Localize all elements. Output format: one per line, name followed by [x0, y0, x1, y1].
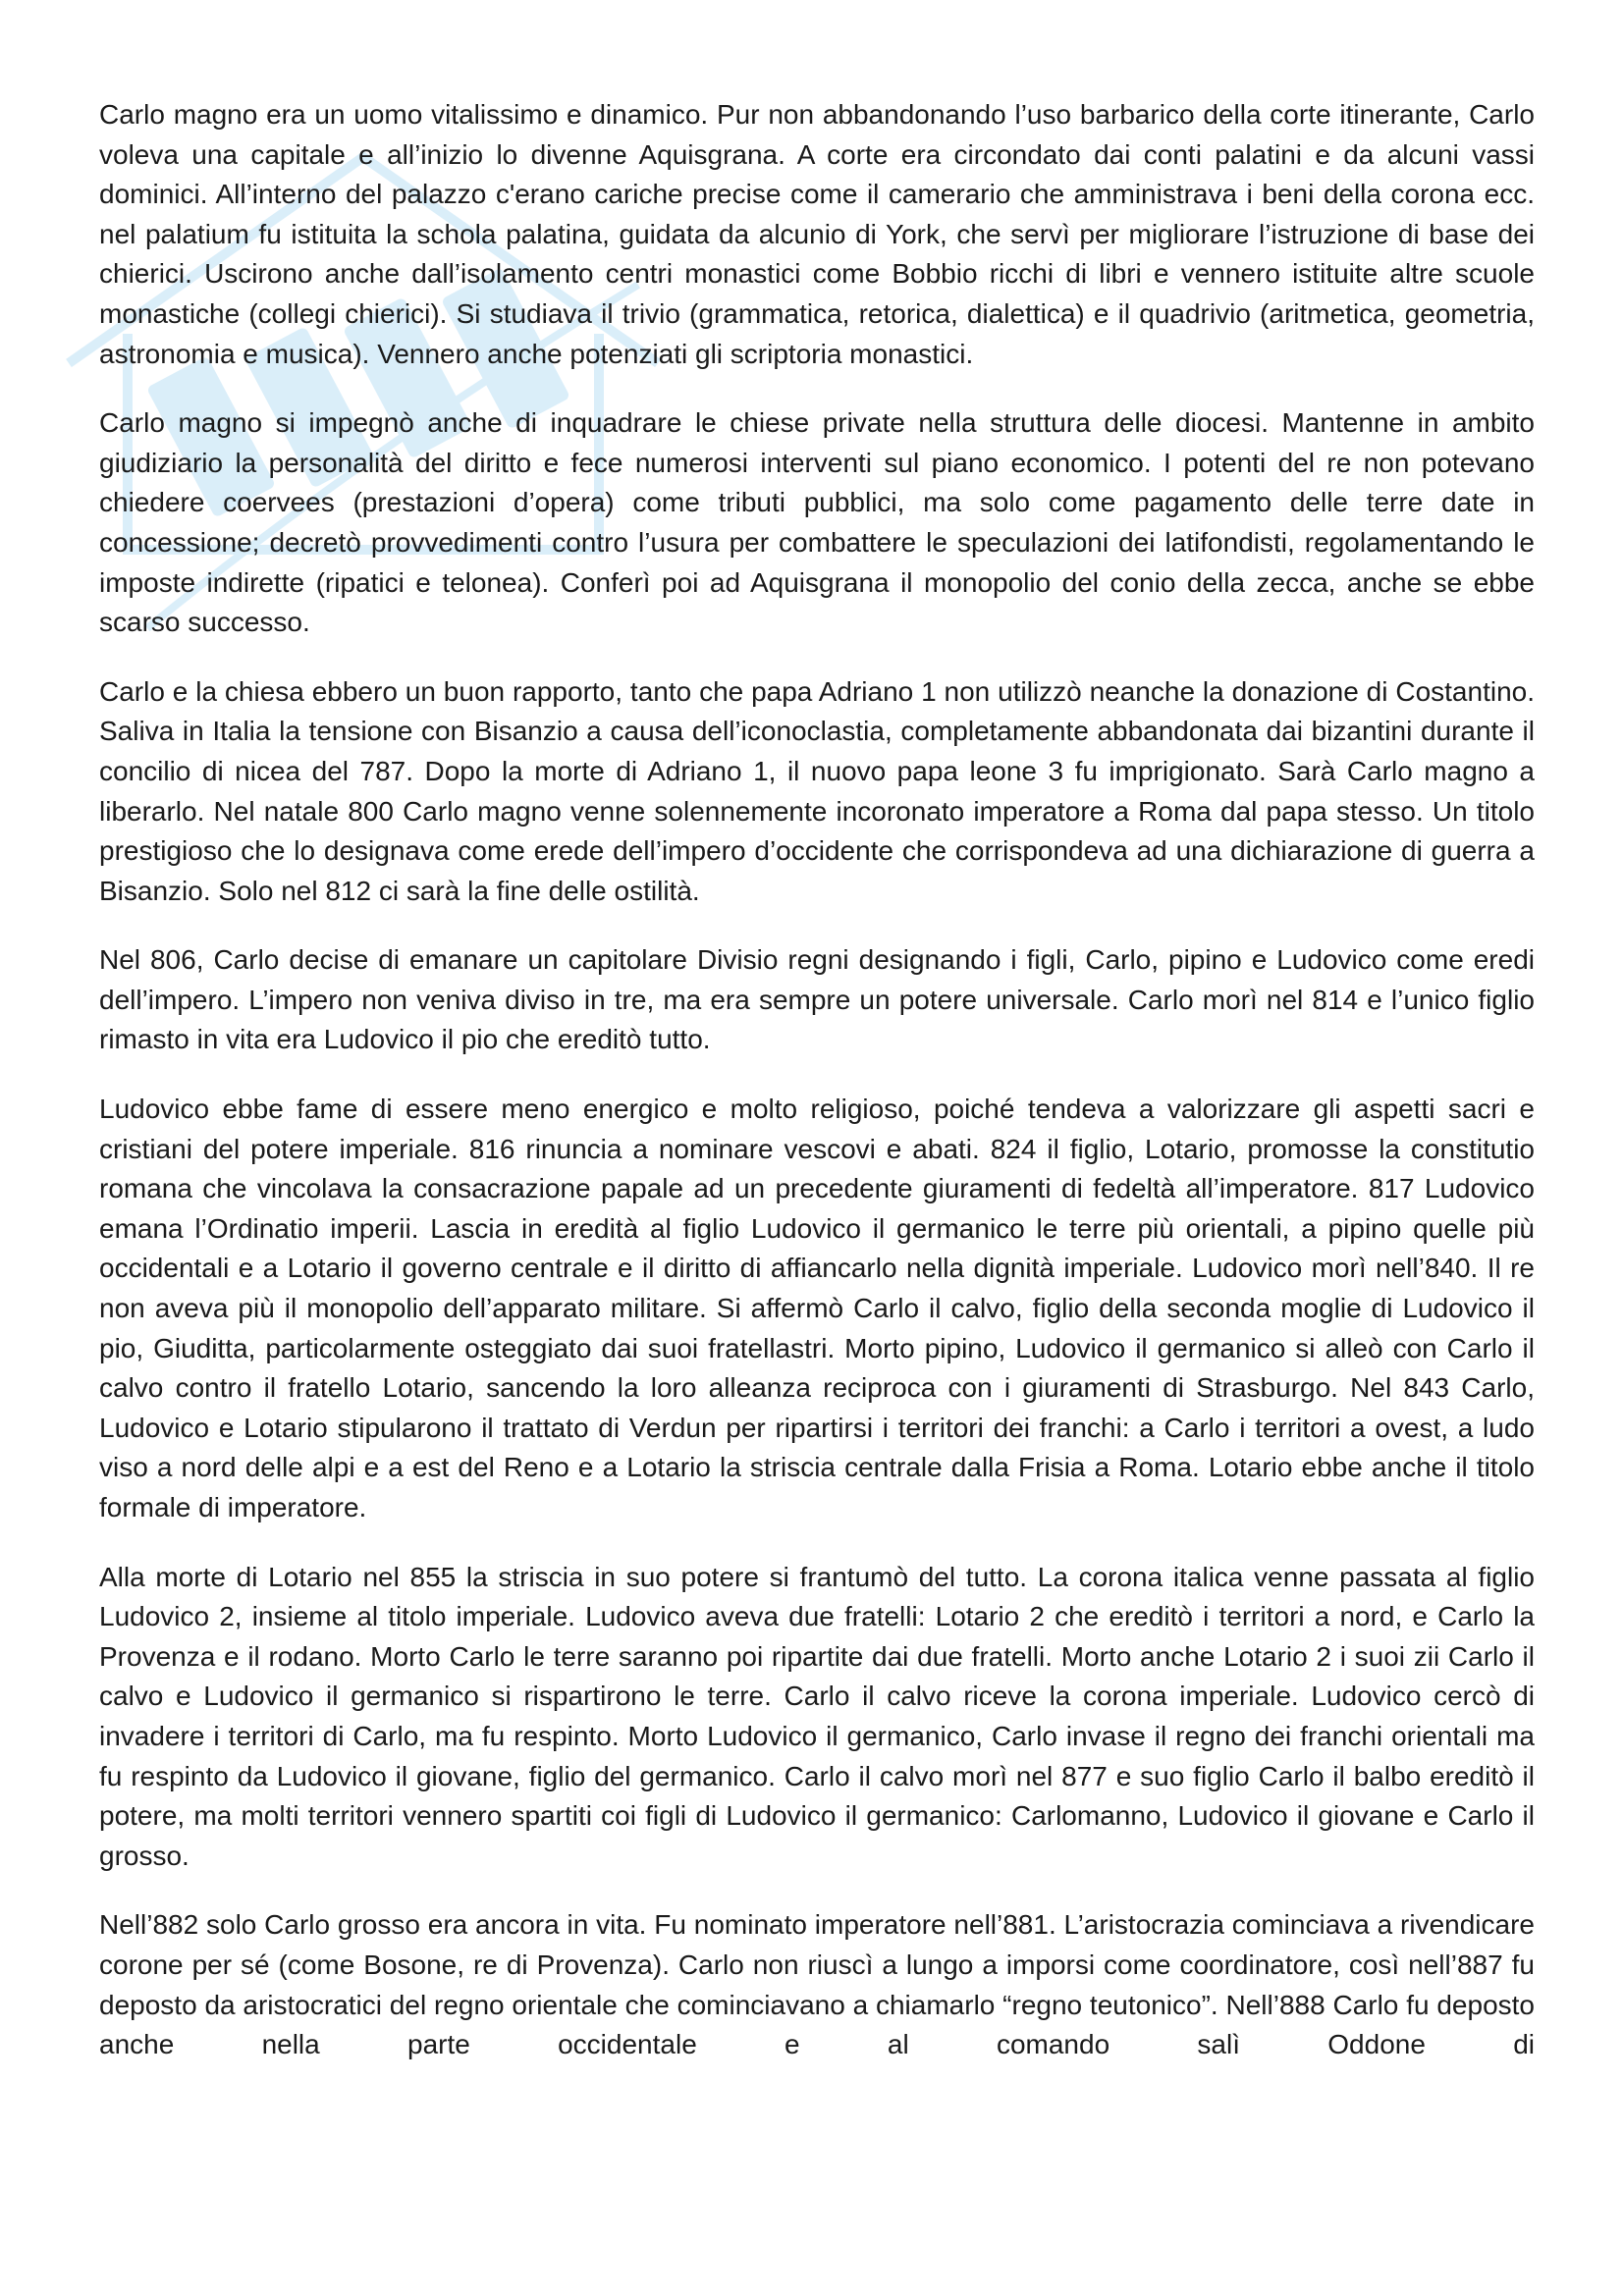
- paragraph-3: Carlo e la chiesa ebbero un buon rapporto, tanto che papa Adriano 1 non utilizzò neanche la donazione di Costantino. Saliva in Italia la tensione con Bisanzio a causa dell’iconoclastia, completamente abbandonata dai bizantini durante il concilio di nicea del 787. Dopo la morte di Adriano 1, il nuovo papa leone 3 fu imprigionato. Sarà Carlo magno a liberarlo. Nel natale 800 Carlo magno venne solennemente incoronato imperatore a Roma dal papa stesso. Un titolo prestigioso che lo designava come erede dell’impero d’occidente che corrispondeva ad una dichiarazione di guerra a Bisanzio. Solo nel 812 ci sarà la fine delle ostilità.: [99, 675, 1535, 906]
- paragraph-6: Alla morte di Lotario nel 855 la striscia in suo potere si frantumò del tutto. La corona italica venne passata al figlio Ludovico 2, insieme al titolo imperiale. Ludovico aveva due fratelli: Lotario 2 che ereditò i territori a nord, e Carlo la Provenza e il rodano. Morto Carlo le terre saranno poi ripartite dai due fratelli. Morto anche Lotario 2 i suoi zii Carlo il calvo e Ludovico il germanico si rispartirono le terre. Carlo il calvo riceve la corona imperiale. Ludovico cercò di invadere i territori di Carlo, ma fu respinto. Morto Ludovico il germanico, Carlo invase il regno dei franchi orientali ma fu respinto da Ludovico il giovane, figlio del germanico. Carlo il calvo morì nel 877 e suo figlio Carlo il balbo ereditò il potere, ma molti territori vennero spartiti coi figli di Ludovico il germanico: Carlomanno, Ludovico il giovane e Carlo il grosso.: [99, 1561, 1535, 1871]
- paragraph-4: Nel 806, Carlo decise di emanare un capitolare Divisio regni designando i figli, Carlo, pipino e Ludovico come eredi dell’impero. L’impero non veniva diviso in tre, ma era sempre un potere universale. Carlo morì nel 814 e l’unico figlio rimasto in vita era Ludovico il pio che ereditò tutto.: [99, 944, 1535, 1055]
- paragraph-5: Ludovico ebbe fame di essere meno energico e molto religioso, poiché tendeva a valorizzare gli aspetti sacri e cristiani del potere imperiale. 816 rinuncia a nominare vescovi e abati. 824 il figlio, Lotario, promosse la constitutio romana che vincolava la consacrazione papale ad un precedente giuramenti di fedeltà all’imperatore. 817 Ludovico emana l’Ordinatio imperii. Lascia in eredità al figlio Ludovico il germanico le terre più orientali, a pipino quelle più occidentali e a Lotario il governo centrale e il diritto di affiancarlo nella dignità imperiale. Ludovico morì nell’840. Il re non aveva più il monopolio dell’apparato militare. Si affermò Carlo il calvo, figlio della seconda moglie di Ludovico il pio, Giuditta, particolarmente osteggiato dai suoi fratellastri. Morto pipino, Ludovico il germanico si alleò con Carlo il calvo contro il fratello Lotario, sancendo la loro alleanza reciproca con i giuramenti di Strasburgo. Nel 843 Carlo, Ludovico e Lotario stipularono il trattato di Verdun per ripartirsi i territori dei franchi: a Carlo i territori a ovest, a ludo viso a nord delle alpi e a est del Reno e a Lotario la striscia centrale dalla Frisia a Roma. Lotario ebbe anche il titolo formale di imperatore.: [99, 1094, 1535, 1522]
- document-body: [99, 95, 1535, 2095]
- paragraph-1: Carlo magno era un uomo vitalissimo e dinamico. Pur non abbandonando l’uso barbarico della corte itinerante, Carlo voleva una capitale e all’inizio lo divenne Aquisgrana. A corte era circondato dai conti palatini e da alcuni vassi dominici. All’interno del palazzo c'erano cariche precise come il camerario che amministrava i beni della corona ecc. nel palatium fu istituita la schola palatina, guidata da alcunio di York, che servì per migliorare l’istruzione di base dei chierici. Uscirono anche dall’isolamento centri monastici come Bobbio ricchi di libri e vennero istituite altre scuole monastiche (collegi chierici). Si studiava il trivio (grammatica, retorica, dialettica) e il quadrivio (aritmetica, geometria, astronomia e musica). Vennero anche potenziati gli scriptoria monastici.: [99, 99, 1535, 369]
- paragraph-7: Nell’882 solo Carlo grosso era ancora in vita. Fu nominato imperatore nell’881. L’aristocrazia cominciava a rivendicare corone per sé (come Bosone, re di Provenza). Carlo non riuscì a lungo a imporsi come coordinatore, così nell’887 fu deposto da aristocratici del regno orientale che cominciavano a chiamarlo “regno teutonico”. Nell’888 Carlo fu deposto anche nella parte occidentale e al comando salì Oddone di: [99, 1909, 1535, 2060]
- paragraph-2: Carlo magno si impegnò anche di inquadrare le chiese private nella struttura delle diocesi. Mantenne in ambito giudiziario la personalità del diritto e fece numerosi interventi sul piano economico. I potenti del re non potevano chiedere coervees (prestazioni d’opera) come tributi pubblici, ma solo come pagamento delle terre date in concessione; decretò provvedimenti contro l’usura per combattere le speculazioni dei latifondisti, regolamentando le imposte indirette (ripatici e telonea). Conferì poi ad Aquisgrana il monopolio del conio della zecca, anche se ebbe scarso successo.: [99, 407, 1535, 638]
